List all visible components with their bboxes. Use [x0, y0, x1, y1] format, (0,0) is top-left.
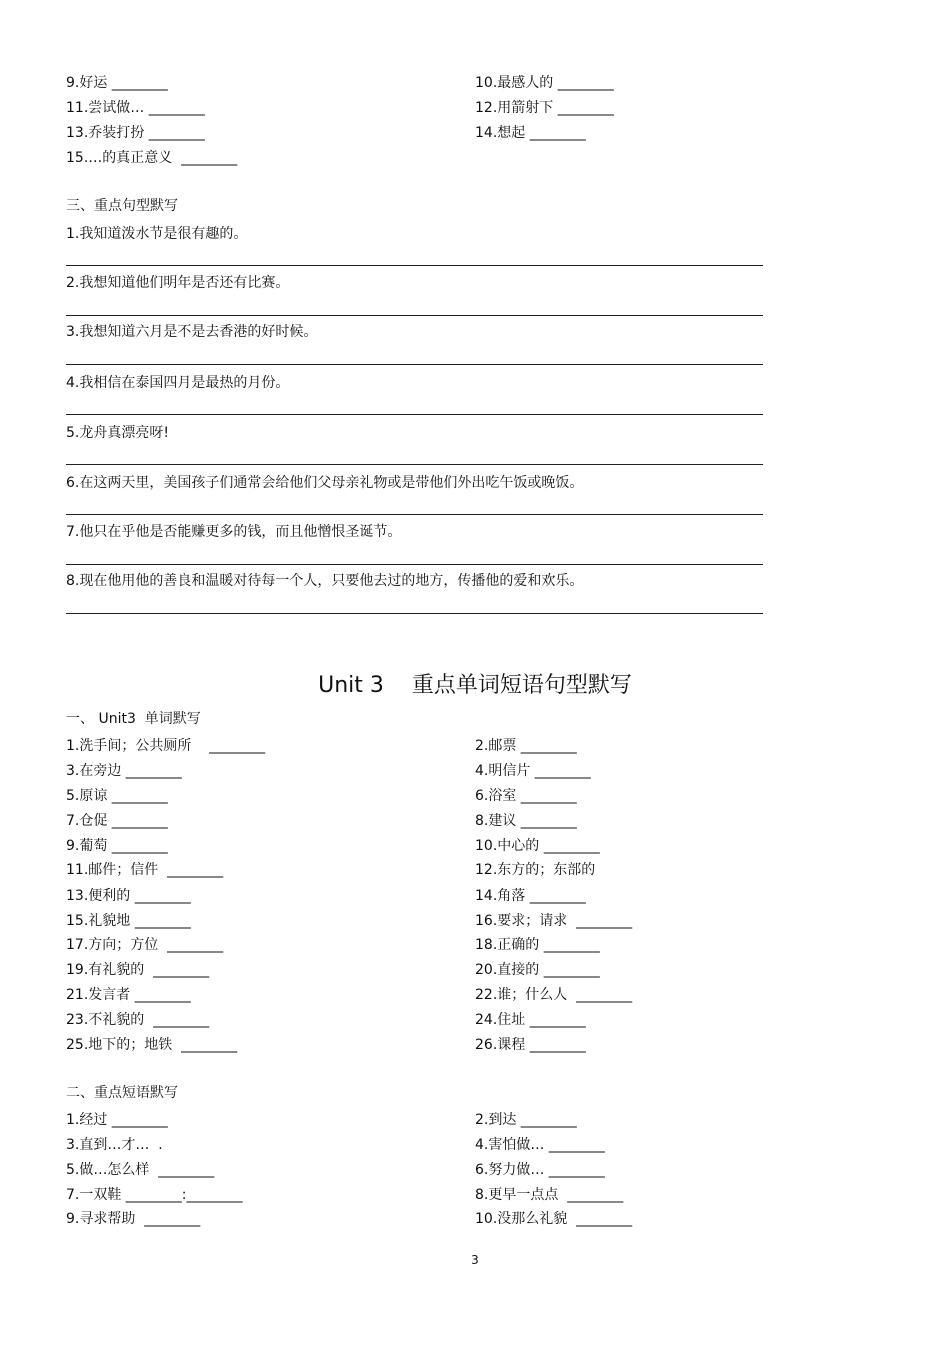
list-item: [0, 960, 950, 984]
word-item: 17.方向；方位 ________: [66, 937, 224, 953]
list-item: [0, 73, 950, 97]
phrase-item: 10.没那么礼貌 ________: [475, 1211, 633, 1227]
word-item: 1.洗手间；公共厕所 ________: [66, 738, 266, 754]
section-heading: 二、重点短语默写: [66, 1085, 178, 1101]
list-item: [0, 148, 950, 172]
word-item: 8.建议 ________: [475, 813, 577, 829]
list-item: [0, 911, 950, 935]
word-item: 3.在旁边 ________: [66, 763, 182, 779]
phrase-item: 1.经过 ________: [66, 1112, 168, 1128]
list-item: [0, 123, 950, 147]
phrase-item: 5.做…怎么样 ________: [66, 1162, 215, 1178]
word-item: 2.邮票 ________: [475, 738, 577, 754]
phrase-item: 2.到达 ________: [475, 1112, 577, 1128]
phrase-item: 9.好运 ________: [66, 75, 168, 91]
word-item: 5.原谅 ________: [66, 788, 168, 804]
list-item: [0, 985, 950, 1009]
sentence-prompt: 1.我知道泼水节是很有趣的。: [66, 226, 248, 242]
sentence-prompt: 6.在这两天里，美国孩子们通常会给他们父母亲礼物或是带他们外出吃午饭或晚饭。: [66, 475, 584, 491]
answer-line[interactable]: [66, 464, 763, 465]
word-item: 9.葡萄 ________: [66, 838, 168, 854]
phrase-item: 13.乔装打扮 ________: [66, 125, 205, 141]
page-number: 3: [471, 1253, 479, 1267]
word-item: 11.邮件；信件 ________: [66, 862, 224, 878]
list-item: [0, 1110, 950, 1134]
word-item: 25.地下的；地铁 ________: [66, 1037, 238, 1053]
sentence-prompt: 3.我想知道六月是不是去香港的好时候。: [66, 324, 318, 340]
phrase-item: 7.一双鞋 ________:________: [66, 1187, 243, 1203]
sentence-prompt: 8.现在他用他的善良和温暖对待每一个人，只要他去过的地方，传播他的爱和欢乐。: [66, 573, 584, 589]
word-item: 22.谁；什么人 ________: [475, 987, 633, 1003]
answer-line[interactable]: [66, 315, 763, 316]
word-item: 20.直接的 ________: [475, 962, 600, 978]
list-item: [0, 935, 950, 959]
word-item: 12.东方的；东部的: [475, 862, 596, 878]
list-item: [0, 1010, 950, 1034]
phrase-item: 9.寻求帮助 ________: [66, 1211, 201, 1227]
phrase-item: 14.想起 ________: [475, 125, 586, 141]
list-item: [0, 786, 950, 810]
word-item: 6.浴室 ________: [475, 788, 577, 804]
word-item: 19.有礼貌的 ________: [66, 962, 210, 978]
list-item: [0, 1209, 950, 1233]
sentence-prompt: 4.我相信在泰国四月是最热的月份。: [66, 375, 290, 391]
word-item: 14.角落 ________: [475, 888, 586, 904]
phrase-item: 8.更早一点点 ________: [475, 1187, 624, 1203]
phrase-item: 11.尝试做… ________: [66, 100, 205, 116]
answer-line[interactable]: [66, 414, 763, 415]
answer-line[interactable]: [66, 265, 763, 266]
sentence-prompt: 2.我想知道他们明年是否还有比赛。: [66, 275, 290, 291]
word-item: 10.中心的 ________: [475, 838, 600, 854]
list-item: [0, 811, 950, 835]
list-item: [0, 736, 950, 760]
word-item: 15.礼貌地 ________: [66, 913, 191, 929]
unit-title: Unit 3 重点单词短语句型默写: [318, 673, 632, 698]
answer-line[interactable]: [66, 514, 763, 515]
phrase-item: 3.直到…才… .: [66, 1137, 163, 1153]
word-item: 16.要求；请求 ________: [475, 913, 633, 929]
section-heading: 一、 Unit3 单词默写: [66, 711, 201, 727]
word-item: 18.正确的 ________: [475, 937, 600, 953]
phrase-item: 12.用箭射下 ________: [475, 100, 614, 116]
list-item: [0, 98, 950, 122]
section-heading: 三、重点句型默写: [66, 198, 178, 214]
list-item: [0, 886, 950, 910]
word-item: 21.发言者 ________: [66, 987, 191, 1003]
list-item: [0, 1035, 950, 1059]
sentence-prompt: 5.龙舟真漂亮呀!: [66, 425, 169, 441]
sentence-prompt: 7.他只在乎他是否能赚更多的钱，而且他憎恨圣诞节。: [66, 524, 402, 540]
list-item: [0, 761, 950, 785]
word-item: 4.明信片 ________: [475, 763, 591, 779]
phrase-item: 10.最感人的 ________: [475, 75, 614, 91]
word-item: 13.便利的 ________: [66, 888, 191, 904]
list-item: [0, 1135, 950, 1159]
word-item: 26.课程 ________: [475, 1037, 586, 1053]
list-item: [0, 1160, 950, 1184]
list-item: [0, 836, 950, 860]
answer-line[interactable]: [66, 564, 763, 565]
list-item: [0, 1185, 950, 1209]
phrase-item: 15.…的真正意义 ________: [66, 150, 238, 166]
answer-line[interactable]: [66, 364, 763, 365]
list-item: [0, 860, 950, 884]
word-item: 23.不礼貌的 ________: [66, 1012, 210, 1028]
word-item: 7.仓促 ________: [66, 813, 168, 829]
word-item: 24.住址 ________: [475, 1012, 586, 1028]
phrase-item: 4.害怕做… ________: [475, 1137, 605, 1153]
answer-line[interactable]: [66, 613, 763, 614]
phrase-item: 6.努力做… ________: [475, 1162, 605, 1178]
